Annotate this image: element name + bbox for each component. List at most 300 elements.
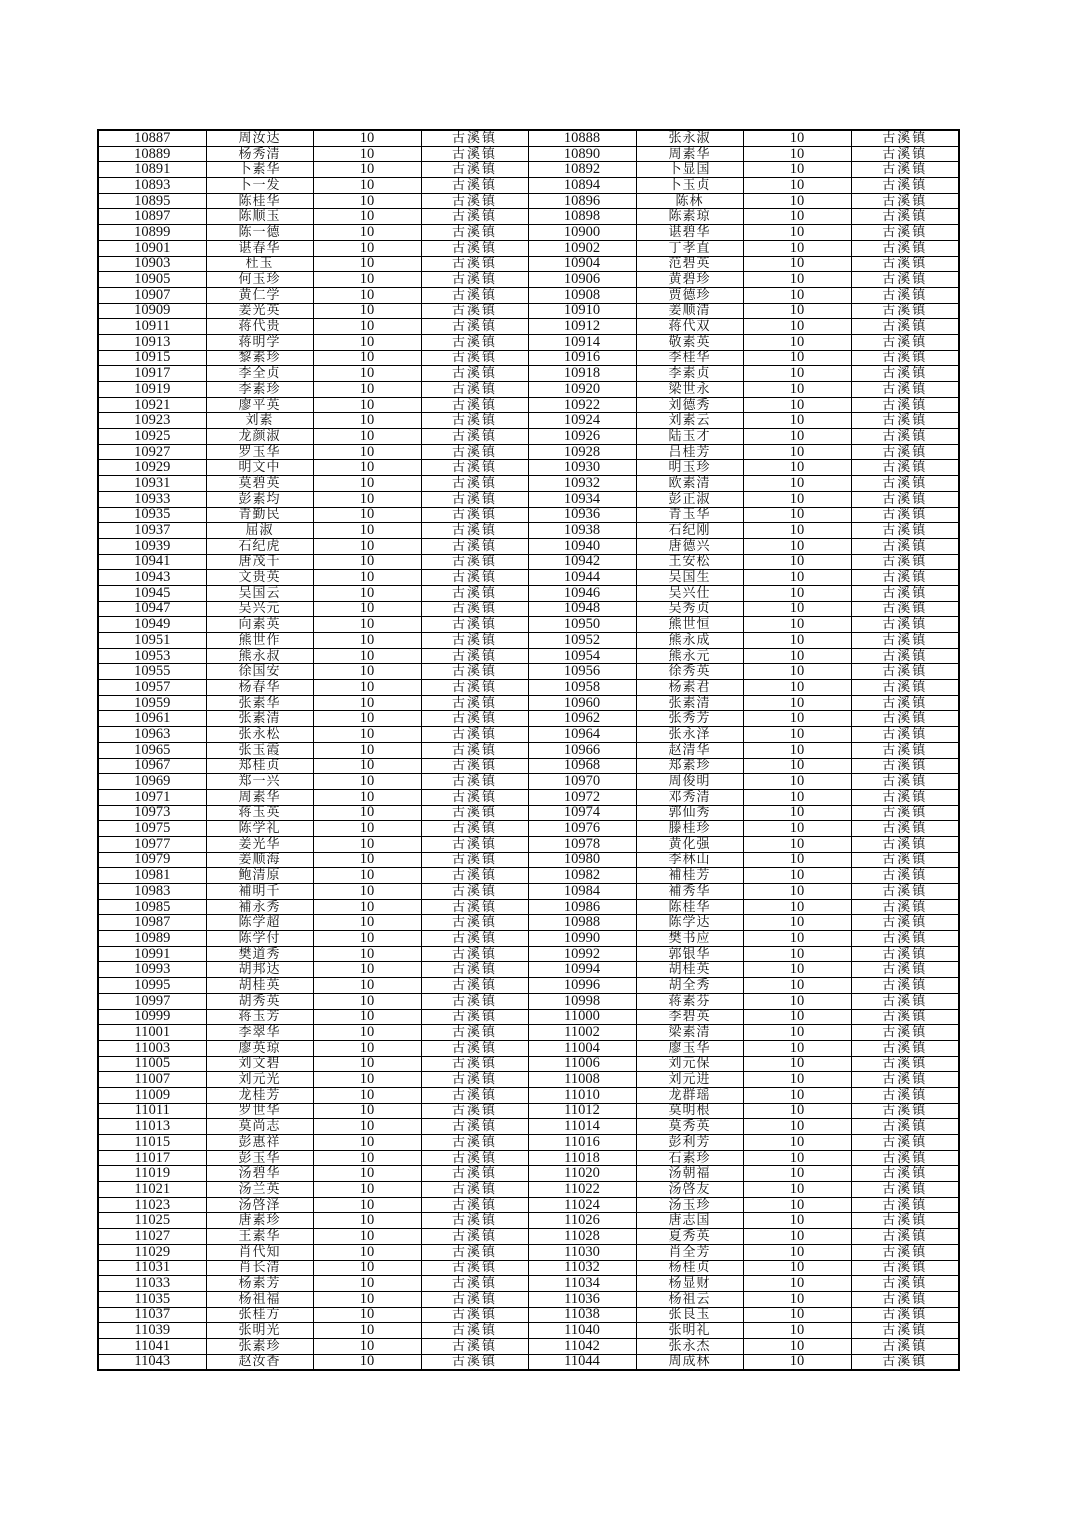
- count-cell: 10: [743, 523, 851, 539]
- count-cell: 10: [313, 601, 421, 617]
- count-cell: 10: [743, 1197, 851, 1213]
- count-cell: 10: [313, 397, 421, 413]
- id-cell: 10982: [528, 868, 636, 884]
- id-cell: 10989: [98, 931, 206, 947]
- name-cell: 徐国安: [206, 664, 313, 680]
- count-cell: 10: [743, 350, 851, 366]
- count-cell: 10: [313, 1260, 421, 1276]
- count-cell: 10: [313, 554, 421, 570]
- town-cell: 古溪镇: [421, 695, 528, 711]
- table-row: [98, 334, 959, 350]
- town-cell: 古溪镇: [851, 946, 959, 962]
- name-cell: 青玉华: [636, 507, 743, 523]
- id-cell: 10917: [98, 366, 206, 382]
- town-cell: 古溪镇: [421, 962, 528, 978]
- count-cell: 10: [743, 884, 851, 900]
- table-row: [98, 758, 959, 774]
- table-row: [98, 429, 959, 445]
- table-row: [98, 366, 959, 382]
- count-cell: 10: [743, 460, 851, 476]
- count-cell: 10: [313, 774, 421, 790]
- table-row: [98, 1072, 959, 1088]
- id-cell: 10945: [98, 585, 206, 601]
- count-cell: 10: [743, 209, 851, 225]
- town-cell: 古溪镇: [851, 868, 959, 884]
- name-cell: 张永淑: [636, 130, 743, 146]
- id-cell: 10904: [528, 256, 636, 272]
- name-cell: 刘元进: [636, 1072, 743, 1088]
- town-cell: 古溪镇: [851, 727, 959, 743]
- town-cell: 古溪镇: [421, 789, 528, 805]
- id-cell: 11034: [528, 1276, 636, 1292]
- name-cell: 蒋代双: [636, 319, 743, 335]
- name-cell: 周成林: [636, 1354, 743, 1370]
- count-cell: 10: [743, 1025, 851, 1041]
- table-row: [98, 1213, 959, 1229]
- name-cell: 陆玉才: [636, 429, 743, 445]
- town-cell: 古溪镇: [421, 162, 528, 178]
- id-cell: 10892: [528, 162, 636, 178]
- id-cell: 10951: [98, 633, 206, 649]
- town-cell: 古溪镇: [851, 476, 959, 492]
- count-cell: 10: [743, 413, 851, 429]
- town-cell: 古溪镇: [851, 617, 959, 633]
- id-cell: 10889: [98, 146, 206, 162]
- town-cell: 古溪镇: [851, 836, 959, 852]
- town-cell: 古溪镇: [851, 664, 959, 680]
- count-cell: 10: [313, 899, 421, 915]
- name-cell: 陈学礼: [206, 821, 313, 837]
- count-cell: 10: [743, 868, 851, 884]
- table-row: [98, 1087, 959, 1103]
- name-cell: 肖长清: [206, 1260, 313, 1276]
- town-cell: 古溪镇: [851, 1135, 959, 1151]
- name-cell: 赵汝香: [206, 1354, 313, 1370]
- id-cell: 11001: [98, 1025, 206, 1041]
- id-cell: 11036: [528, 1291, 636, 1307]
- id-cell: 10993: [98, 962, 206, 978]
- town-cell: 古溪镇: [421, 507, 528, 523]
- count-cell: 10: [313, 1150, 421, 1166]
- id-cell: 10913: [98, 334, 206, 350]
- count-cell: 10: [743, 931, 851, 947]
- table-row: [98, 1056, 959, 1072]
- name-cell: 张良玉: [636, 1307, 743, 1323]
- town-cell: 古溪镇: [421, 130, 528, 146]
- count-cell: 10: [743, 695, 851, 711]
- id-cell: 11026: [528, 1213, 636, 1229]
- name-cell: 陈学达: [636, 915, 743, 931]
- name-cell: 梁世永: [636, 382, 743, 398]
- name-cell: 周俊明: [636, 774, 743, 790]
- name-cell: 胡秀英: [206, 993, 313, 1009]
- count-cell: 10: [313, 1072, 421, 1088]
- count-cell: 10: [743, 1135, 851, 1151]
- name-cell: 姜光英: [206, 303, 313, 319]
- name-cell: 杨素君: [636, 680, 743, 696]
- id-cell: 10903: [98, 256, 206, 272]
- town-cell: 古溪镇: [851, 1338, 959, 1354]
- table-row: [98, 821, 959, 837]
- name-cell: 张明礼: [636, 1323, 743, 1339]
- id-cell: 10947: [98, 601, 206, 617]
- town-cell: 古溪镇: [851, 287, 959, 303]
- name-cell: 胡邦达: [206, 962, 313, 978]
- id-cell: 10983: [98, 884, 206, 900]
- name-cell: 李桂华: [636, 350, 743, 366]
- id-cell: 10978: [528, 836, 636, 852]
- table-row: [98, 1166, 959, 1182]
- count-cell: 10: [313, 382, 421, 398]
- count-cell: 10: [313, 1338, 421, 1354]
- town-cell: 古溪镇: [421, 429, 528, 445]
- name-cell: 青勤民: [206, 507, 313, 523]
- name-cell: 郑桂贞: [206, 758, 313, 774]
- count-cell: 10: [743, 1354, 851, 1370]
- name-cell: 郭仙秀: [636, 805, 743, 821]
- id-cell: 10921: [98, 397, 206, 413]
- town-cell: 古溪镇: [851, 1119, 959, 1135]
- table-row: [98, 1040, 959, 1056]
- name-cell: 鲍清原: [206, 868, 313, 884]
- name-cell: 肖全芳: [636, 1244, 743, 1260]
- count-cell: 10: [743, 1150, 851, 1166]
- town-cell: 古溪镇: [851, 1103, 959, 1119]
- table-row: [98, 946, 959, 962]
- table-row: [98, 1119, 959, 1135]
- count-cell: 10: [743, 444, 851, 460]
- id-cell: 11019: [98, 1166, 206, 1182]
- id-cell: 11002: [528, 1025, 636, 1041]
- id-cell: 10920: [528, 382, 636, 398]
- count-cell: 10: [743, 476, 851, 492]
- table-row: [98, 978, 959, 994]
- town-cell: 古溪镇: [851, 256, 959, 272]
- town-cell: 古溪镇: [851, 742, 959, 758]
- town-cell: 古溪镇: [851, 193, 959, 209]
- town-cell: 古溪镇: [421, 664, 528, 680]
- name-cell: 熊永成: [636, 633, 743, 649]
- town-cell: 古溪镇: [851, 130, 959, 146]
- table-row: [98, 570, 959, 586]
- count-cell: 10: [743, 758, 851, 774]
- count-cell: 10: [313, 1323, 421, 1339]
- id-cell: 10967: [98, 758, 206, 774]
- table-row: [98, 664, 959, 680]
- town-cell: 古溪镇: [851, 852, 959, 868]
- count-cell: 10: [313, 962, 421, 978]
- town-cell: 古溪镇: [421, 1056, 528, 1072]
- name-cell: 卜一发: [206, 178, 313, 194]
- name-cell: 吴国生: [636, 570, 743, 586]
- name-cell: 肖代知: [206, 1244, 313, 1260]
- name-cell: 杨桂贞: [636, 1260, 743, 1276]
- name-cell: 范碧英: [636, 256, 743, 272]
- count-cell: 10: [743, 836, 851, 852]
- town-cell: 古溪镇: [851, 1260, 959, 1276]
- name-cell: 屈淑: [206, 523, 313, 539]
- town-cell: 古溪镇: [421, 617, 528, 633]
- name-cell: 樊书应: [636, 931, 743, 947]
- count-cell: 10: [313, 648, 421, 664]
- town-cell: 古溪镇: [421, 899, 528, 915]
- count-cell: 10: [313, 680, 421, 696]
- table-row: [98, 1260, 959, 1276]
- table-row: [98, 554, 959, 570]
- id-cell: 10985: [98, 899, 206, 915]
- name-cell: 蒋玉芳: [206, 1009, 313, 1025]
- town-cell: 古溪镇: [851, 554, 959, 570]
- town-cell: 古溪镇: [851, 319, 959, 335]
- id-cell: 10935: [98, 507, 206, 523]
- count-cell: 10: [313, 413, 421, 429]
- id-cell: 11004: [528, 1040, 636, 1056]
- id-cell: 10971: [98, 789, 206, 805]
- name-cell: 陈学超: [206, 915, 313, 931]
- id-cell: 10976: [528, 821, 636, 837]
- count-cell: 10: [313, 178, 421, 194]
- name-cell: 张永泽: [636, 727, 743, 743]
- town-cell: 古溪镇: [421, 382, 528, 398]
- name-cell: 张素清: [206, 711, 313, 727]
- name-cell: 熊世恒: [636, 617, 743, 633]
- name-cell: 龙群瑶: [636, 1087, 743, 1103]
- id-cell: 11011: [98, 1103, 206, 1119]
- table-row: [98, 523, 959, 539]
- table-row: [98, 1135, 959, 1151]
- town-cell: 古溪镇: [851, 350, 959, 366]
- table-row: [98, 1276, 959, 1292]
- id-cell: 11032: [528, 1260, 636, 1276]
- name-cell: 補秀华: [636, 884, 743, 900]
- town-cell: 古溪镇: [851, 240, 959, 256]
- count-cell: 10: [743, 727, 851, 743]
- id-cell: 10941: [98, 554, 206, 570]
- name-cell: 吕桂芳: [636, 444, 743, 460]
- name-cell: 张秀芳: [636, 711, 743, 727]
- id-cell: 10963: [98, 727, 206, 743]
- count-cell: 10: [313, 1354, 421, 1370]
- town-cell: 古溪镇: [421, 193, 528, 209]
- count-cell: 10: [743, 1213, 851, 1229]
- name-cell: 彭惠祥: [206, 1135, 313, 1151]
- name-cell: 陈素琼: [636, 209, 743, 225]
- town-cell: 古溪镇: [421, 1197, 528, 1213]
- count-cell: 10: [743, 1276, 851, 1292]
- name-cell: 廖英琼: [206, 1040, 313, 1056]
- count-cell: 10: [313, 821, 421, 837]
- id-cell: 10987: [98, 915, 206, 931]
- id-cell: 10896: [528, 193, 636, 209]
- town-cell: 古溪镇: [851, 178, 959, 194]
- name-cell: 赵清华: [636, 742, 743, 758]
- town-cell: 古溪镇: [421, 1276, 528, 1292]
- id-cell: 10942: [528, 554, 636, 570]
- town-cell: 古溪镇: [851, 146, 959, 162]
- id-cell: 10927: [98, 444, 206, 460]
- town-cell: 古溪镇: [421, 852, 528, 868]
- name-cell: 李林山: [636, 852, 743, 868]
- count-cell: 10: [743, 334, 851, 350]
- id-cell: 10919: [98, 382, 206, 398]
- count-cell: 10: [313, 695, 421, 711]
- id-cell: 10937: [98, 523, 206, 539]
- id-cell: 10957: [98, 680, 206, 696]
- count-cell: 10: [313, 1291, 421, 1307]
- town-cell: 古溪镇: [421, 287, 528, 303]
- name-cell: 莫碧英: [206, 476, 313, 492]
- name-cell: 陈桂华: [206, 193, 313, 209]
- count-cell: 10: [743, 570, 851, 586]
- name-cell: 明玉珍: [636, 460, 743, 476]
- count-cell: 10: [743, 303, 851, 319]
- id-cell: 11006: [528, 1056, 636, 1072]
- count-cell: 10: [313, 884, 421, 900]
- id-cell: 10929: [98, 460, 206, 476]
- town-cell: 古溪镇: [421, 915, 528, 931]
- id-cell: 10996: [528, 978, 636, 994]
- town-cell: 古溪镇: [851, 303, 959, 319]
- count-cell: 10: [313, 523, 421, 539]
- name-cell: 陈林: [636, 193, 743, 209]
- count-cell: 10: [743, 648, 851, 664]
- town-cell: 古溪镇: [421, 1103, 528, 1119]
- name-cell: 郑一兴: [206, 774, 313, 790]
- table-row: [98, 852, 959, 868]
- table-row: [98, 680, 959, 696]
- id-cell: 10887: [98, 130, 206, 146]
- name-cell: 蒋代贵: [206, 319, 313, 335]
- town-cell: 古溪镇: [851, 1244, 959, 1260]
- table-row: [98, 209, 959, 225]
- count-cell: 10: [743, 742, 851, 758]
- name-cell: 张永松: [206, 727, 313, 743]
- count-cell: 10: [313, 444, 421, 460]
- town-cell: 古溪镇: [421, 868, 528, 884]
- table-row: [98, 601, 959, 617]
- count-cell: 10: [313, 1009, 421, 1025]
- name-cell: 丁孝直: [636, 240, 743, 256]
- count-cell: 10: [743, 225, 851, 241]
- id-cell: 11043: [98, 1354, 206, 1370]
- name-cell: 刘素: [206, 413, 313, 429]
- name-cell: 李碧英: [636, 1009, 743, 1025]
- table-row: [98, 146, 959, 162]
- table-row: [98, 993, 959, 1009]
- name-cell: 周素华: [206, 789, 313, 805]
- town-cell: 古溪镇: [421, 727, 528, 743]
- name-cell: 龙桂芳: [206, 1087, 313, 1103]
- town-cell: 古溪镇: [421, 303, 528, 319]
- count-cell: 10: [313, 1229, 421, 1245]
- table-row: [98, 178, 959, 194]
- town-cell: 古溪镇: [851, 1213, 959, 1229]
- id-cell: 11017: [98, 1150, 206, 1166]
- id-cell: 11012: [528, 1103, 636, 1119]
- table-row: [98, 915, 959, 931]
- id-cell: 11044: [528, 1354, 636, 1370]
- id-cell: 11042: [528, 1338, 636, 1354]
- id-cell: 10928: [528, 444, 636, 460]
- name-cell: 廖玉华: [636, 1040, 743, 1056]
- name-cell: 贾德珍: [636, 287, 743, 303]
- table-row: [98, 648, 959, 664]
- name-cell: 補永秀: [206, 899, 313, 915]
- count-cell: 10: [743, 382, 851, 398]
- name-cell: 彭玉华: [206, 1150, 313, 1166]
- roster-table: [97, 129, 960, 1371]
- id-cell: 10901: [98, 240, 206, 256]
- id-cell: 10897: [98, 209, 206, 225]
- town-cell: 古溪镇: [421, 931, 528, 947]
- town-cell: 古溪镇: [851, 695, 959, 711]
- town-cell: 古溪镇: [421, 1291, 528, 1307]
- id-cell: 11007: [98, 1072, 206, 1088]
- id-cell: 10946: [528, 585, 636, 601]
- town-cell: 古溪镇: [421, 491, 528, 507]
- name-cell: 卜素华: [206, 162, 313, 178]
- table-row: [98, 476, 959, 492]
- town-cell: 古溪镇: [421, 1244, 528, 1260]
- id-cell: 10988: [528, 915, 636, 931]
- name-cell: 龙颜淑: [206, 429, 313, 445]
- town-cell: 古溪镇: [421, 648, 528, 664]
- id-cell: 10961: [98, 711, 206, 727]
- town-cell: 古溪镇: [421, 319, 528, 335]
- table-row: [98, 1150, 959, 1166]
- count-cell: 10: [313, 1056, 421, 1072]
- table-row: [98, 272, 959, 288]
- table-row: [98, 585, 959, 601]
- count-cell: 10: [313, 727, 421, 743]
- table-row: [98, 1229, 959, 1245]
- count-cell: 10: [313, 915, 421, 931]
- name-cell: 汤啓泽: [206, 1197, 313, 1213]
- name-cell: 補桂芳: [636, 868, 743, 884]
- id-cell: 10911: [98, 319, 206, 335]
- town-cell: 古溪镇: [421, 523, 528, 539]
- id-cell: 10900: [528, 225, 636, 241]
- town-cell: 古溪镇: [421, 350, 528, 366]
- count-cell: 10: [313, 633, 421, 649]
- id-cell: 10998: [528, 993, 636, 1009]
- id-cell: 10948: [528, 601, 636, 617]
- id-cell: 10908: [528, 287, 636, 303]
- id-cell: 10926: [528, 429, 636, 445]
- count-cell: 10: [743, 1009, 851, 1025]
- count-cell: 10: [743, 1323, 851, 1339]
- count-cell: 10: [313, 1040, 421, 1056]
- town-cell: 古溪镇: [851, 1040, 959, 1056]
- table-row: [98, 413, 959, 429]
- name-cell: 张桂方: [206, 1307, 313, 1323]
- name-cell: 蒋玉英: [206, 805, 313, 821]
- id-cell: 10918: [528, 366, 636, 382]
- town-cell: 古溪镇: [851, 585, 959, 601]
- town-cell: 古溪镇: [421, 538, 528, 554]
- town-cell: 古溪镇: [421, 836, 528, 852]
- id-cell: 10906: [528, 272, 636, 288]
- id-cell: 10959: [98, 695, 206, 711]
- count-cell: 10: [313, 1135, 421, 1151]
- id-cell: 11020: [528, 1166, 636, 1182]
- town-cell: 古溪镇: [851, 570, 959, 586]
- town-cell: 古溪镇: [421, 413, 528, 429]
- table-row: [98, 460, 959, 476]
- name-cell: 向素英: [206, 617, 313, 633]
- id-cell: 11025: [98, 1213, 206, 1229]
- town-cell: 古溪镇: [851, 962, 959, 978]
